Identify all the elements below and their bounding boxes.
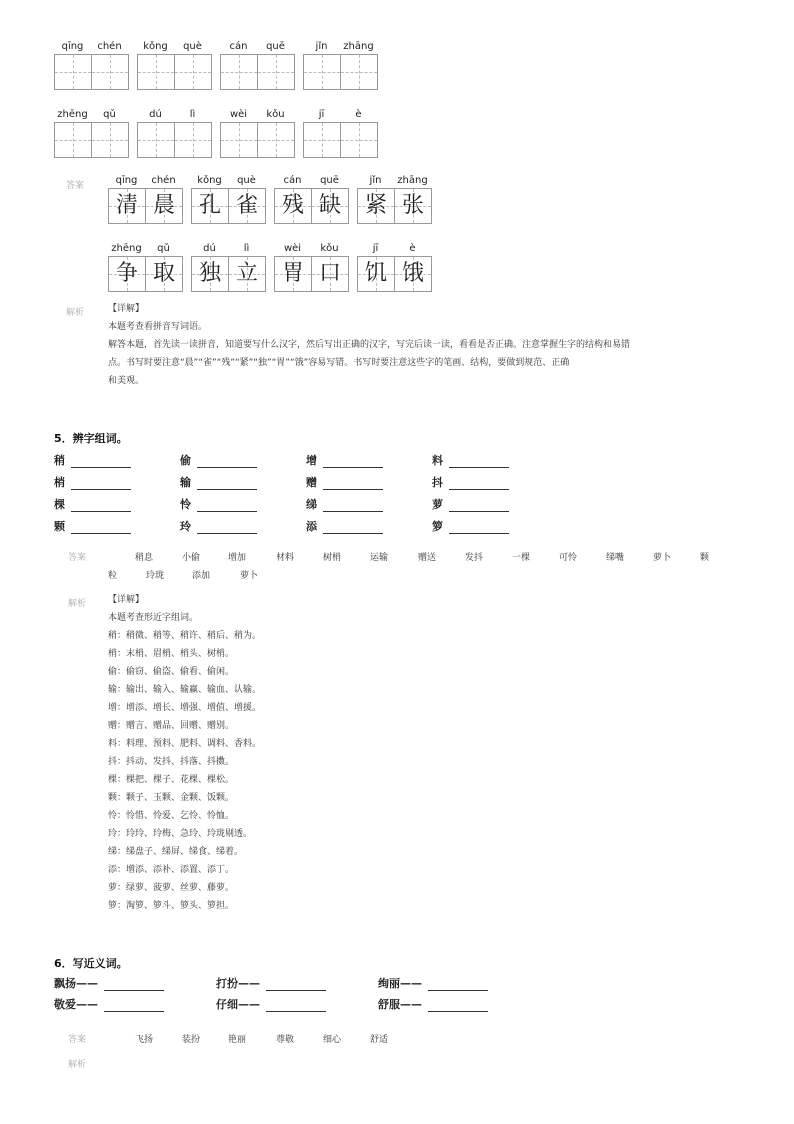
write-cell[interactable]: [55, 55, 92, 89]
pinyin: kǒng: [197, 175, 222, 186]
char: 添: [306, 520, 317, 533]
q6-item: [216, 996, 326, 1012]
q5-item: [54, 496, 131, 512]
blank[interactable]: [266, 980, 326, 991]
pinyin: dú: [149, 109, 162, 120]
answer-char: 争: [115, 261, 138, 286]
q5-item: [180, 518, 257, 534]
char-cell: [229, 189, 266, 223]
blank[interactable]: [323, 457, 383, 468]
answer-char: 张: [401, 193, 424, 218]
word: 舒服——: [378, 998, 422, 1011]
analysis-line: 抖：抖动、发抖、抖落、抖擞。: [108, 757, 235, 767]
answer-word: 粒: [108, 571, 118, 581]
pinyin: lì: [189, 109, 196, 120]
q4-exercise-row-2: [54, 108, 386, 158]
blank[interactable]: [71, 523, 131, 534]
write-cell[interactable]: [258, 123, 295, 157]
blank[interactable]: [197, 457, 257, 468]
blank[interactable]: [428, 980, 488, 991]
analysis-line: 解答本题，首先读一读拼音，知道要写什么汉字，然后写出正确的汉字，写完后读一读，看看是否正确。注意掌握生字的结构和易错: [108, 340, 631, 350]
pinyin: quē: [266, 41, 285, 52]
write-cell[interactable]: [55, 123, 92, 157]
answer-char: 雀: [235, 193, 258, 218]
write-cell[interactable]: [304, 123, 341, 157]
analysis-line: 赠：赠言、赠品、回赠、赠别。: [108, 721, 235, 731]
q5-item: [306, 474, 383, 490]
pinyin: è: [409, 243, 416, 254]
pinyin: kǒng: [143, 41, 168, 52]
answer-word: 添加: [192, 571, 211, 581]
blank[interactable]: [197, 523, 257, 534]
q5-item: [54, 474, 131, 490]
char: 萝: [432, 498, 443, 511]
answer-char: 取: [152, 261, 175, 286]
pinyin: chén: [97, 41, 122, 52]
answer-word: 材料: [276, 553, 295, 563]
write-cell[interactable]: [221, 123, 258, 157]
answer-char: 紧: [364, 193, 387, 218]
analysis-tag: 解析: [68, 1060, 87, 1070]
analysis-line: 玲：玲玲、玲梅、急玲、玲珑剔透。: [108, 829, 253, 839]
word-box: [191, 174, 266, 224]
analysis-line: 绨：绨盘子、绨屏、绨食、绨着。: [108, 847, 244, 857]
answer-word: 稍息: [135, 553, 154, 563]
answer-word: 萝卜: [240, 571, 259, 581]
analysis-line: 料：料理、预料、肥料、调料、香料。: [108, 739, 262, 749]
detail-heading: 【详解】: [108, 595, 145, 605]
q6-title: 6．写近义词。: [54, 957, 128, 970]
analysis-line: 怜：怜惜、怜爱、乞怜、怜恤。: [108, 811, 235, 821]
char-cell: [358, 189, 395, 223]
char: 稍: [54, 454, 65, 467]
write-cell[interactable]: [175, 123, 212, 157]
answer-word: 可怜: [559, 553, 578, 563]
answer-char: 立: [235, 261, 258, 286]
char-cell: [395, 257, 432, 291]
char-cell: [192, 189, 229, 223]
pinyin: qīng: [61, 41, 84, 52]
word-box: [220, 108, 295, 158]
char: 赠: [306, 476, 317, 489]
q5-item: [54, 518, 131, 534]
answer-word: 增加: [228, 553, 247, 563]
q5-item: [180, 452, 257, 468]
char-cell: [109, 257, 146, 291]
word-box: [54, 108, 129, 158]
word-box: [274, 242, 349, 292]
answer-char: 孔: [198, 193, 221, 218]
answer-word: 玲珑: [146, 571, 165, 581]
answer-word: 赠送: [418, 553, 437, 563]
analysis-line: 和美观。: [108, 376, 145, 386]
char-cell: [229, 257, 266, 291]
blank[interactable]: [71, 479, 131, 490]
answer-char: 清: [115, 193, 138, 218]
answer-tag: 答案: [68, 1035, 87, 1045]
q4-answer-row-2: [108, 242, 440, 292]
answer-char: 饿: [401, 261, 424, 286]
analysis-line: 偷：偷窃、偷盗、偷看、偷闲。: [108, 667, 235, 677]
pinyin: jī: [318, 109, 325, 120]
write-cell[interactable]: [138, 123, 175, 157]
blank[interactable]: [323, 501, 383, 512]
char: 箩: [432, 520, 443, 533]
write-cell[interactable]: [341, 123, 378, 157]
pinyin: cán: [229, 41, 248, 52]
blank[interactable]: [323, 479, 383, 490]
answer-word: 绨嘴: [606, 553, 625, 563]
answer-word: 舒适: [370, 1035, 389, 1045]
char-cell: [358, 257, 395, 291]
pinyin: qǔ: [157, 243, 170, 254]
pinyin: lì: [243, 243, 250, 254]
pinyin: dú: [203, 243, 216, 254]
char: 棵: [54, 498, 65, 511]
char-cell: [312, 257, 349, 291]
write-cell[interactable]: [258, 55, 295, 89]
answer-word: 尊敬: [276, 1035, 295, 1045]
answer-word: 艳丽: [228, 1035, 247, 1045]
blank[interactable]: [197, 479, 257, 490]
blank[interactable]: [71, 501, 131, 512]
blank[interactable]: [449, 501, 509, 512]
answer-word: 小偷: [182, 553, 201, 563]
detail-heading: 【详解】: [108, 304, 145, 314]
pinyin: zhēng: [111, 243, 142, 254]
word: 飘扬——: [54, 977, 98, 990]
answer-tag: 答案: [68, 553, 87, 563]
answer-word: 运输: [370, 553, 389, 563]
word: 打扮——: [216, 977, 260, 990]
analysis-line: 梢：末梢、眉梢、梢头、树梢。: [108, 649, 235, 659]
char: 偷: [180, 454, 191, 467]
q5-item: [432, 496, 509, 512]
char-cell: [275, 257, 312, 291]
answer-char: 独: [198, 261, 221, 286]
pinyin: jī: [372, 243, 379, 254]
word-box: [137, 108, 212, 158]
analysis-line: 本题考查看拼音写词语。: [108, 322, 208, 332]
analysis-line: 箩：淘箩、箩斗、箩头、箩担。: [108, 901, 235, 911]
word: 敬爱——: [54, 998, 98, 1011]
answer-word: 细心: [323, 1035, 342, 1045]
pinyin: zhēng: [57, 109, 88, 120]
char: 颗: [54, 520, 65, 533]
blank[interactable]: [197, 501, 257, 512]
word-box: [54, 40, 129, 90]
analysis-line: 棵：棵把、棵子、花棵、棵松。: [108, 775, 235, 785]
write-cell[interactable]: [138, 55, 175, 89]
q6-item: [378, 975, 488, 991]
char: 增: [306, 454, 317, 467]
q6-item: [216, 975, 326, 991]
blank[interactable]: [449, 479, 509, 490]
pinyin: jǐn: [369, 175, 382, 186]
blank[interactable]: [104, 1001, 164, 1012]
write-cell[interactable]: [92, 55, 129, 89]
word: 仔细——: [216, 998, 260, 1011]
q5-item: [180, 496, 257, 512]
write-cell[interactable]: [221, 55, 258, 89]
answer-char: 胃: [281, 261, 304, 286]
q5-item: [432, 452, 509, 468]
word-box: [191, 242, 266, 292]
word-box: [303, 108, 378, 158]
char: 玲: [180, 520, 191, 533]
word: 绚丽——: [378, 977, 422, 990]
blank[interactable]: [323, 523, 383, 534]
q4-exercise-row-1: [54, 40, 386, 90]
pinyin: què: [237, 175, 256, 186]
blank[interactable]: [266, 1001, 326, 1012]
char-cell: [146, 189, 183, 223]
analysis-line: 稍：稍微、稍等、稍许、稍后、稍为。: [108, 631, 262, 641]
answer-word: 装扮: [182, 1035, 201, 1045]
q6-item: [54, 996, 164, 1012]
q5-item: [432, 518, 509, 534]
pinyin: qǔ: [103, 109, 116, 120]
answer-word: 萝卜: [653, 553, 672, 563]
analysis-line: 增：增添、增长、增强、增值、增援。: [108, 703, 262, 713]
write-cell[interactable]: [304, 55, 341, 89]
word-box: [303, 40, 378, 90]
pinyin: qīng: [115, 175, 138, 186]
answer-word: 一棵: [512, 553, 531, 563]
analysis-line: 本题考查形近字组词。: [108, 613, 199, 623]
write-cell[interactable]: [92, 123, 129, 157]
q5-item: [54, 452, 131, 468]
q4-analysis: [108, 300, 728, 390]
word-box: [137, 40, 212, 90]
word-box: [108, 174, 183, 224]
char-cell: [312, 189, 349, 223]
answer-char: 晨: [152, 193, 175, 218]
analysis-line: 添：增添、添补、添置、添丁。: [108, 865, 235, 875]
word-box: [357, 242, 432, 292]
pinyin: chén: [151, 175, 176, 186]
pinyin: kǒu: [320, 243, 339, 254]
q6-item: [54, 975, 164, 991]
answer-word: 发抖: [465, 553, 484, 563]
pinyin: jǐn: [315, 41, 328, 52]
blank[interactable]: [449, 523, 509, 534]
q5-item: [306, 496, 383, 512]
answer-char: 饥: [364, 261, 387, 286]
write-cell[interactable]: [341, 55, 378, 89]
analysis-line: 颗：颗子、玉颗、金颗、饭颗。: [108, 793, 235, 803]
pinyin: wèi: [283, 243, 302, 254]
analysis-tag: 解析: [66, 308, 85, 318]
analysis-tag: 解析: [68, 599, 87, 609]
write-cell[interactable]: [175, 55, 212, 89]
pinyin: cán: [283, 175, 302, 186]
blank[interactable]: [71, 457, 131, 468]
char: 梢: [54, 476, 65, 489]
answer-char: 口: [318, 261, 341, 286]
char: 怜: [180, 498, 191, 511]
pinyin: què: [183, 41, 202, 52]
word-box: [357, 174, 432, 224]
char-cell: [146, 257, 183, 291]
answer-word: 颗: [700, 553, 710, 563]
char: 抖: [432, 476, 443, 489]
q4-answer-row-1: [108, 174, 440, 224]
pinyin: zhāng: [397, 175, 428, 186]
answer-word: 飞扬: [135, 1035, 154, 1045]
word-box: [220, 40, 295, 90]
answer-word: 树梢: [323, 553, 342, 563]
pinyin: è: [355, 109, 362, 120]
analysis-line: 萝：绿萝、菠萝、丝萝、藤萝。: [108, 883, 235, 893]
char-cell: [275, 189, 312, 223]
word-box: [274, 174, 349, 224]
answer-tag: 答案: [66, 181, 85, 191]
char: 绨: [306, 498, 317, 511]
q5-analysis: [108, 591, 708, 915]
char: 输: [180, 476, 191, 489]
q5-item: [432, 474, 509, 490]
char-cell: [109, 189, 146, 223]
q5-title: 5．辨字组词。: [54, 432, 128, 445]
word-box: [108, 242, 183, 292]
analysis-line: 点。书写时要注意“晨”“雀”“残”“紧”“独”“胃”“饿”容易写错。书写时要注意这些字的笔画、结构，要做到规范、正确: [108, 358, 570, 368]
answer-char: 残: [281, 193, 304, 218]
blank[interactable]: [428, 1001, 488, 1012]
pinyin: wèi: [229, 109, 248, 120]
pinyin: zhāng: [343, 41, 374, 52]
analysis-line: 输：输出、输入、输赢、输血、认输。: [108, 685, 262, 695]
char-cell: [192, 257, 229, 291]
q5-item: [306, 518, 383, 534]
q6-item: [378, 996, 488, 1012]
blank[interactable]: [104, 980, 164, 991]
q5-item: [306, 452, 383, 468]
blank[interactable]: [449, 457, 509, 468]
pinyin: kǒu: [266, 109, 285, 120]
char-cell: [395, 189, 432, 223]
answer-char: 缺: [318, 193, 341, 218]
char: 料: [432, 454, 443, 467]
q5-item: [180, 474, 257, 490]
pinyin: quē: [320, 175, 339, 186]
